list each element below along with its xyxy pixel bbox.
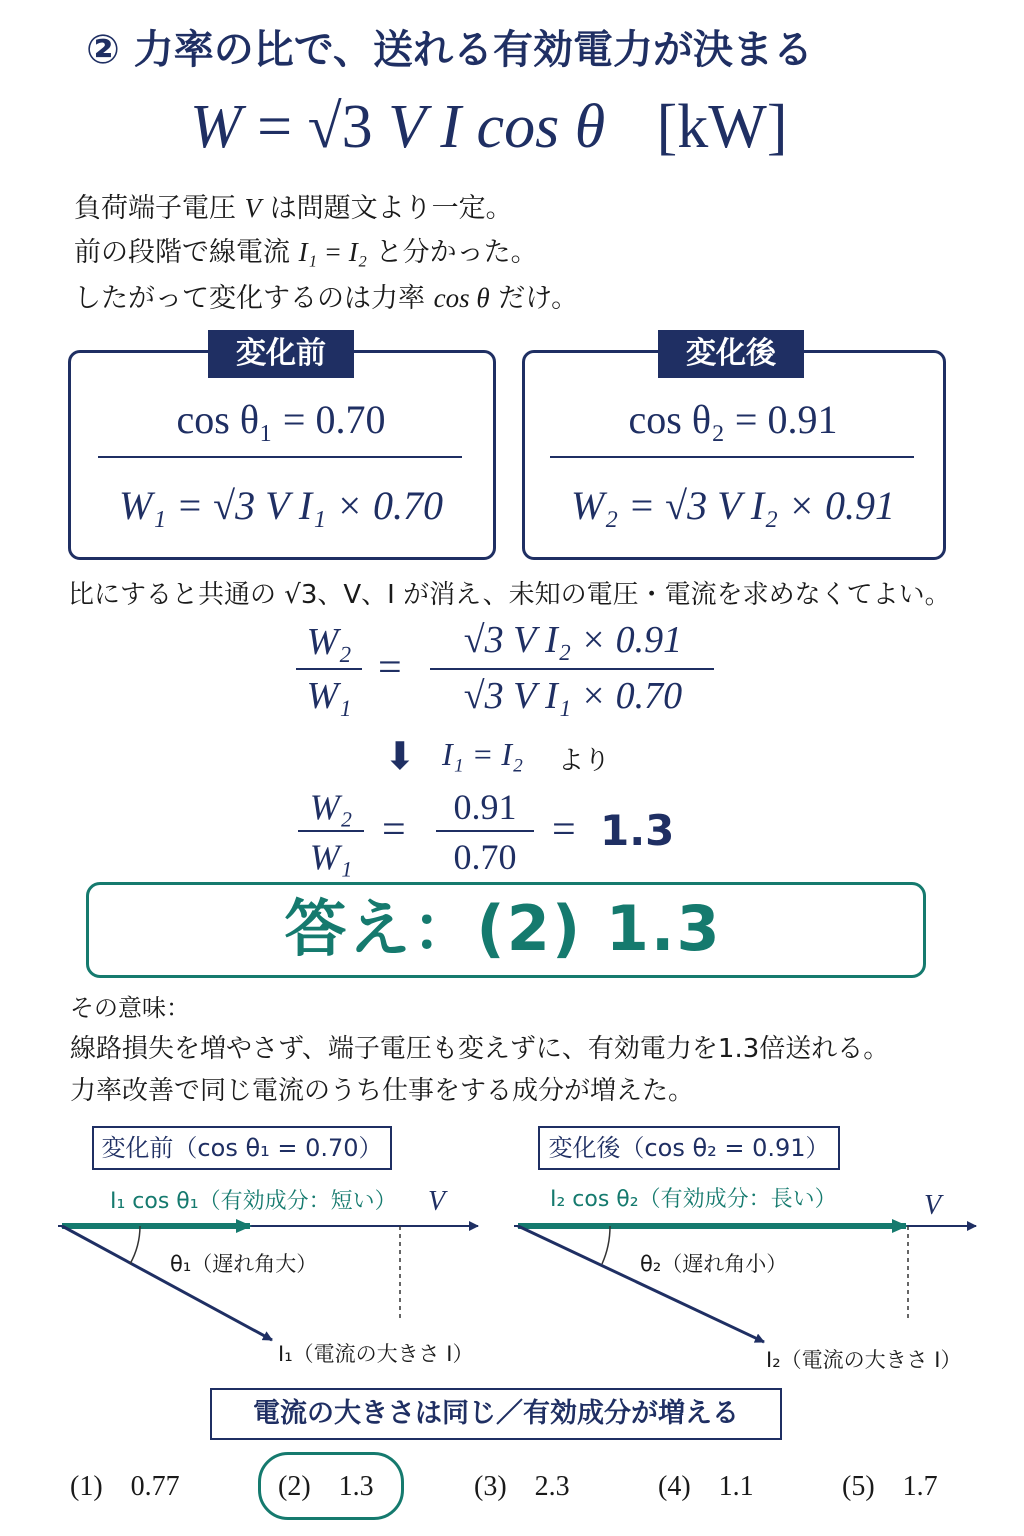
intro-line-2-text-b: と分かった。 [375,237,538,268]
current-label-after: I₂（電流の大きさ I） [766,1348,962,1372]
diagram-after-caption: 変化後（cos θ₂ = 0.91） [538,1126,840,1170]
intro-line-3-text-b: だけ。 [498,283,579,314]
before-pf-equation: cos θ₁ = 0.70 [176,397,386,442]
summary-box: 電流の大きさは同じ／有効成分が増える [210,1388,782,1440]
active-component-label-before: I₁ cos θ₁（有効成分：短い） [110,1189,397,1214]
formula-body: V I cos θ [388,93,606,161]
ratio2-rhs-denominator: 0.70 [453,837,517,877]
ratio-note: 比にすると共通の √3、V、I が消え、未知の電圧・電流を求めなくてよい。 [68,580,951,610]
step-equation: I₁ = I₂ [442,736,524,772]
intro-line-2-text-a: 前の段階で線電流 [74,237,290,268]
current-phasor-before [62,1226,272,1340]
ratio2-equals-2: = [552,807,576,853]
angle-arc-after [602,1226,610,1264]
formula-equals: = [257,93,293,161]
formula-unit: [kW] [656,93,788,161]
angle-label-after: θ₂（遅れ角小） [640,1252,788,1276]
ratio1-lhs-numerator: W₂ [306,621,352,663]
angle-label-before: θ₁（遅れ角大） [170,1252,318,1276]
ratio2-equals: = [382,807,406,853]
ratio2-result: 1.3 [600,806,675,855]
step-suffix: より [558,746,611,776]
ratio1-rhs-numerator: √3 V I₂ × 0.91 [463,619,683,661]
choice-4[interactable]: (4) 1.1 [658,1471,754,1502]
meaning-line-2: 力率改善で同じ電流のうち仕事をする成分が増えた。 [70,1076,695,1106]
choice-3[interactable]: (3) 2.3 [474,1471,570,1502]
after-tag: 変化後 [658,330,804,378]
intro-line-1-text-a: 負荷端子電圧 [74,193,236,224]
v-label-before: V [428,1186,446,1217]
intro-line-2-eq: I₁ = I₂ [298,237,368,267]
ratio2-rhs-numerator: 0.91 [453,787,517,827]
intro-line-1-text-b: は問題文より一定。 [269,193,513,224]
after-power-equation: W₂ = √3 V I₂ × 0.91 [570,483,896,528]
down-arrow-icon: ⬇ [384,734,416,778]
v-label-after: V [924,1190,942,1221]
angle-arc-before [130,1226,140,1264]
intro-line-3-text-a: したがって変化するのは力率 [74,283,425,314]
choice-5[interactable]: (5) 1.7 [842,1471,938,1502]
after-pf-equation: cos θ₂ = 0.91 [628,397,838,442]
formula-sqrt: √3 [307,93,373,161]
ratio1-lhs-denominator: W₁ [306,675,352,717]
current-label-before: I₁（電流の大きさ I） [278,1342,474,1366]
choice-1[interactable]: (1) 0.77 [70,1471,180,1502]
ratio2-lhs-denominator: W₁ [309,837,353,877]
ratio2-lhs-numerator: W₂ [309,787,353,827]
ratio1-rhs-denominator: √3 V I₁ × 0.70 [463,675,683,717]
choice-2[interactable]: (2) 1.3 [278,1471,374,1502]
current-phasor-after [518,1226,764,1342]
formula-lhs: W [190,93,242,161]
answer-text: 答え：(2) 1.3 [284,892,722,965]
page-title: ② 力率の比で、送れる有効電力が決まる [86,27,813,73]
meaning-heading: その意味： [70,994,190,1022]
active-component-label-after: I₂ cos θ₂（有効成分：長い） [550,1187,837,1212]
ratio1-equals: = [378,645,402,691]
intro-line-3-var: cos θ [433,283,490,313]
intro-line-1-var: V [244,193,262,223]
before-power-equation: W₁ = √3 V I₁ × 0.70 [118,483,444,528]
before-tag: 変化前 [208,330,354,378]
diagram-before-caption: 変化前（cos θ₁ = 0.70） [92,1126,392,1170]
meaning-line-1: 線路損失を増やさず、端子電圧も変えずに、有効電力を1.3倍送れる。 [70,1034,890,1064]
